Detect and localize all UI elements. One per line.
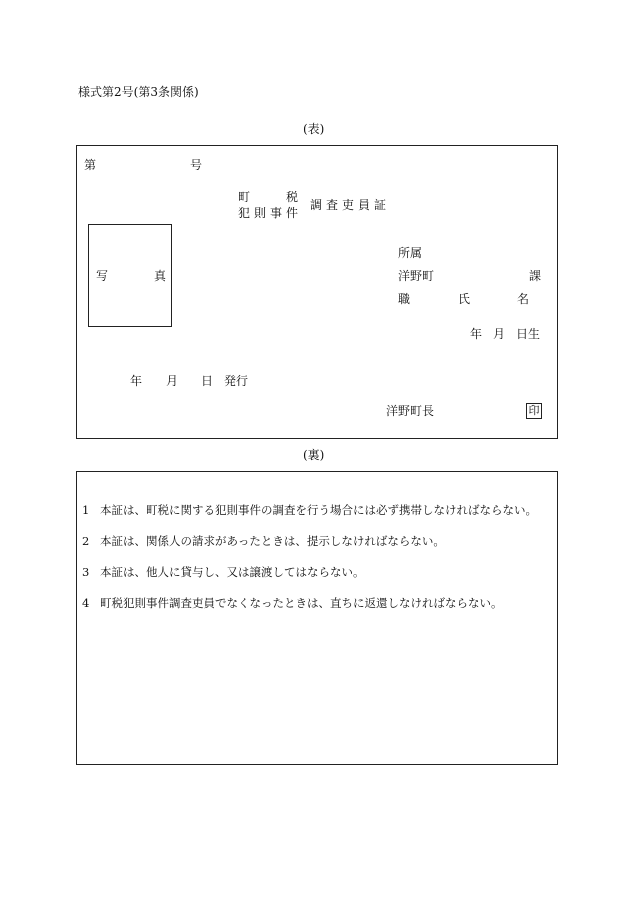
back-rule-number: 1 xyxy=(82,503,90,517)
back-rule-text: 本証は、町税に関する犯則事件の調査を行う場合には必ず携帯しなければならない。 xyxy=(100,503,537,517)
photo-label-right: 真 xyxy=(154,269,167,283)
back-rule-item xyxy=(82,505,537,517)
issue-year-label: 年 xyxy=(130,374,143,388)
back-rule-item xyxy=(82,598,503,610)
cert-prefix-bottom-char: 事 xyxy=(269,206,282,220)
cert-prefix-bottom-char: 件 xyxy=(285,206,298,220)
cert-prefix-top-char: 税 xyxy=(285,190,298,204)
cert-prefix-bottom xyxy=(238,207,298,219)
cert-prefix-top xyxy=(238,191,298,203)
back-rule-text: 町税犯則事件調査吏員でなくなったときは、直ちに返還しなければならない。 xyxy=(100,596,503,610)
birth-month-label: 月 xyxy=(493,327,506,341)
form-title: 様式第2号(第3条関係) xyxy=(78,85,199,99)
town-label: 洋野町 xyxy=(398,269,435,283)
photo-label-left: 写 xyxy=(96,269,109,283)
number-prefix: 第 xyxy=(84,158,97,172)
cert-prefix-bottom-char: 則 xyxy=(253,206,266,220)
cert-title: 調査吏員証 xyxy=(310,198,391,212)
issue-month-label: 月 xyxy=(166,374,179,388)
birth-year-label: 年 xyxy=(470,327,483,341)
front-label: (表) xyxy=(303,122,325,136)
back-rule-text: 本証は、関係人の請求があったときは、提示しなければならない。 xyxy=(100,534,445,548)
cert-prefix-top-char: 町 xyxy=(238,190,251,204)
number-suffix: 号 xyxy=(190,158,203,172)
affiliation-label: 所属 xyxy=(398,246,423,260)
mayor-label: 洋野町長 xyxy=(386,404,435,418)
issue-label: 発行 xyxy=(224,374,249,388)
name-label-part: 氏 xyxy=(458,292,471,306)
back-rule-number: 4 xyxy=(82,596,90,610)
back-rule-number: 2 xyxy=(82,534,90,548)
back-rule-item xyxy=(82,536,445,548)
issue-day-label: 日 xyxy=(201,374,214,388)
back-rule-number: 3 xyxy=(82,565,90,579)
back-rule-text: 本証は、他人に貸与し、又は譲渡してはならない。 xyxy=(100,565,365,579)
name-label-part: 名 xyxy=(517,292,530,306)
job-label: 職 xyxy=(398,292,411,306)
birth-day-label: 日生 xyxy=(516,327,541,341)
cert-prefix-bottom-char: 犯 xyxy=(238,206,251,220)
section-label: 課 xyxy=(529,269,542,283)
seal-box: 印 xyxy=(526,403,542,419)
back-label: (裏) xyxy=(303,448,325,462)
back-rule-item xyxy=(82,567,365,579)
